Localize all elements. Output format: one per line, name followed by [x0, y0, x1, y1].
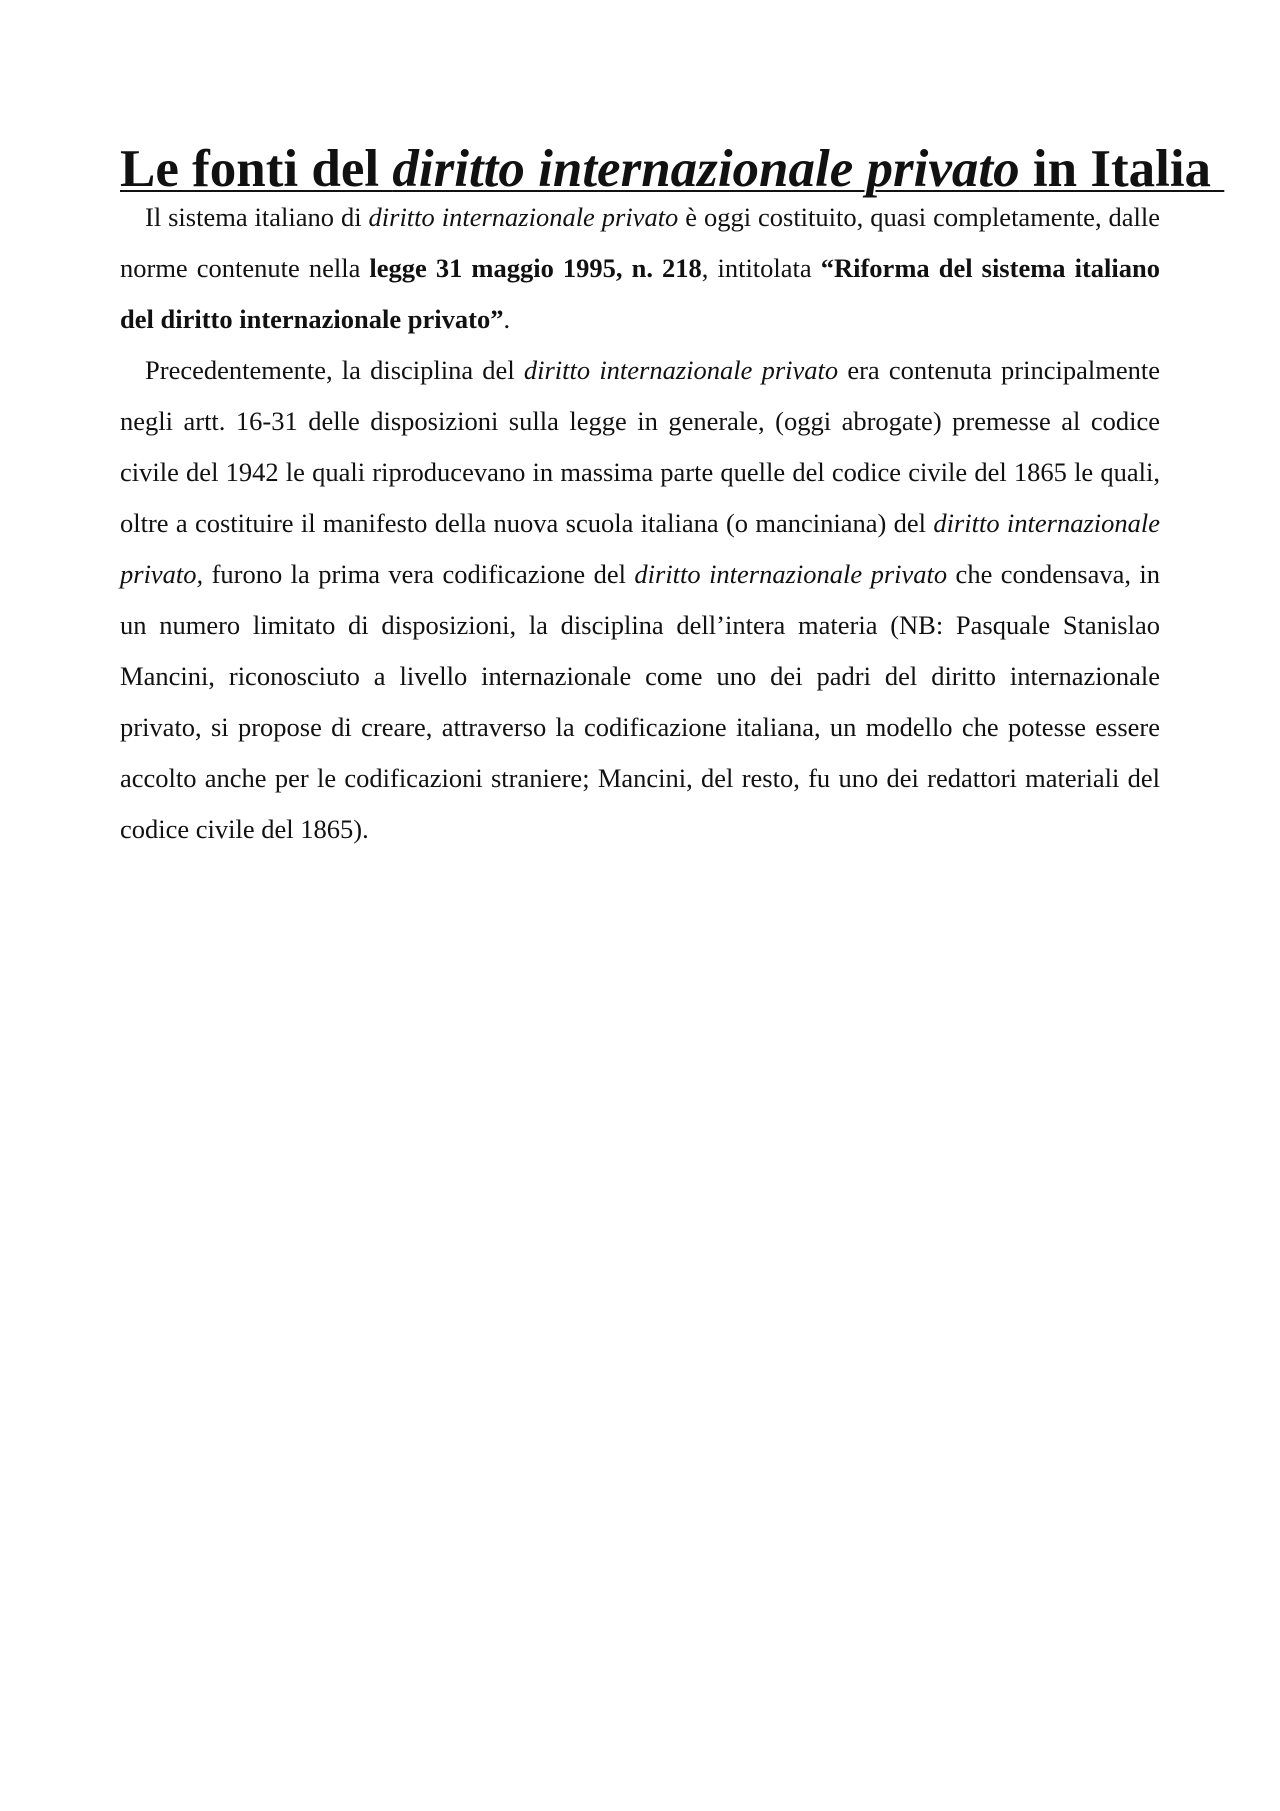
document-page [120, 140, 1225, 855]
paragraph-2-text: era contenuta principalmente negli artt. 16-31 delle disposizioni sulla legge in generale, (oggi abrogate) premesse al codice civile del 1942 le quali riproducevano in massima parte quelle del codice civile del 1865 le quali, oltre a costituire il manifesto della nuova scuola italiana (o manciniana) del [120, 355, 1160, 538]
paragraph-1 [120, 192, 1160, 345]
paragraph-2-text: furono la prima vera codificazione del [203, 559, 635, 589]
paragraph-1-text: . [503, 304, 511, 334]
paragraph-2-text: che condensava, in un numero limitato di disposizioni, la disciplina dell’intera materia (NB: Pasquale Stanislao Mancini, riconosciuto a livello internazionale come uno dei padri del diritto internazionale privato, si propose di creare, attraverso la codificazione italiana, un modello che potesse essere accolto anche per le codificazioni straniere; Mancini, del resto, fu uno dei redattori materiali del codice civile del 1865). [120, 559, 1161, 844]
paragraph-2 [120, 345, 1160, 855]
title-text-italic: diritto internazionale privato [392, 140, 1020, 198]
document-title [120, 140, 1225, 198]
paragraph-1-law-title: “Riforma del sistema italiano del diritto internazionale privato” [120, 253, 1160, 334]
title-text-end: in Italia [1019, 140, 1225, 198]
paragraph-1-text: è oggi costituito, quasi completamente, dalle norme contenute nella [120, 202, 1161, 283]
title-text-start: Le fonti del [120, 140, 393, 198]
paragraph-2-italic: diritto internazionale privato, [120, 508, 1160, 589]
paragraph-2-text: Precedentemente, la disciplina del [145, 355, 524, 385]
paragraph-1-text: , intitolata [701, 253, 821, 283]
paragraph-1-text: Il sistema italiano di [145, 202, 369, 232]
paragraph-1-law-reference: legge 31 maggio 1995, n. 218 [369, 253, 702, 283]
paragraph-2-italic: diritto internazionale privato [523, 355, 839, 385]
paragraph-2-italic: diritto internazionale privato [634, 559, 948, 589]
paragraph-1-italic: diritto internazionale privato [368, 202, 679, 232]
